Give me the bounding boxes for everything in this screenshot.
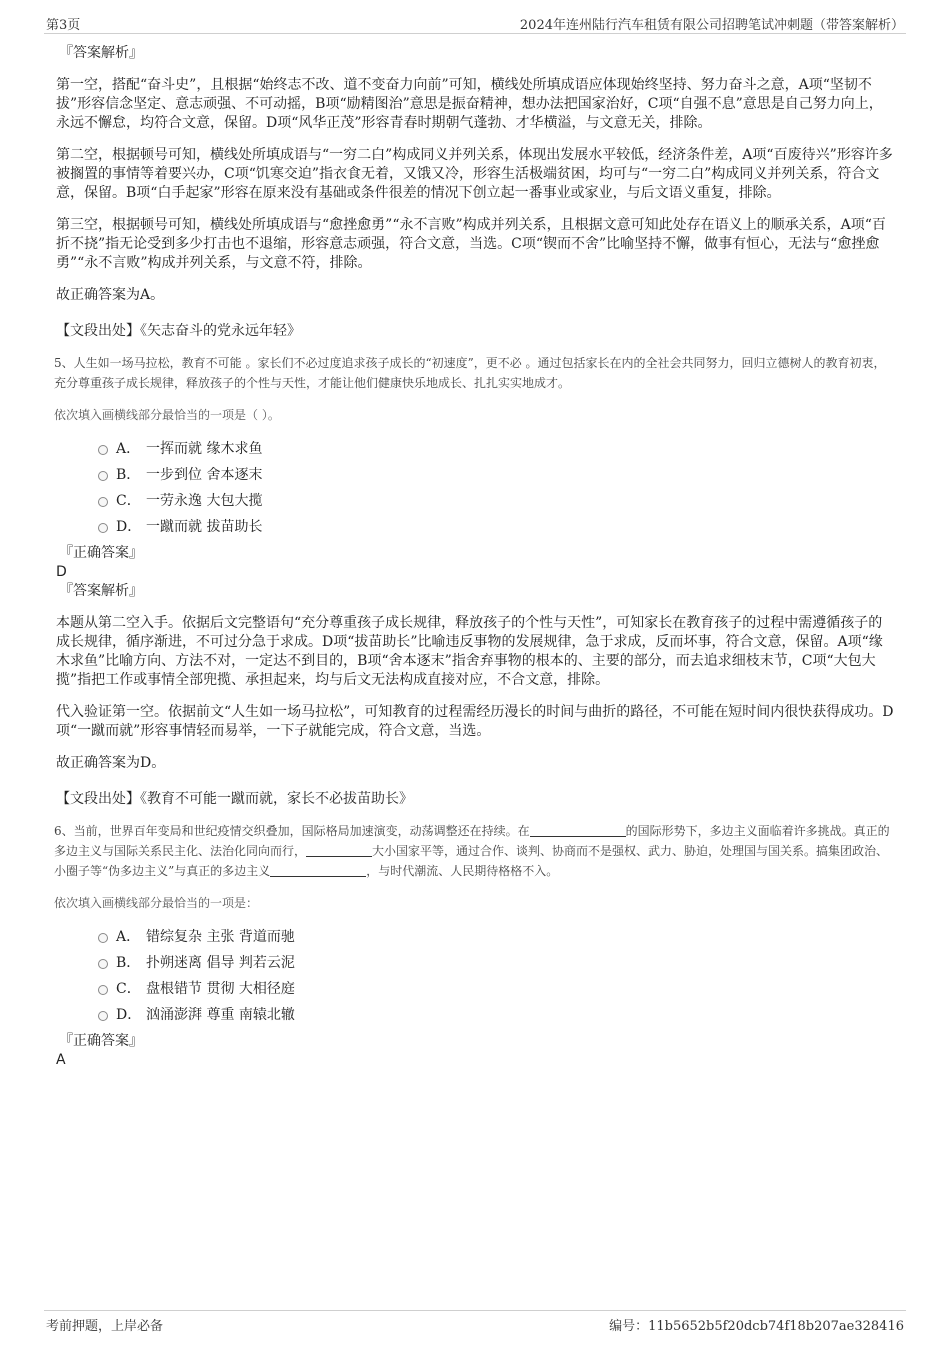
source-label: 【文段出处】	[56, 791, 140, 807]
option-d[interactable]: D． 一蹴而就 拔苗助长	[56, 514, 896, 540]
page-header	[44, 12, 906, 34]
radio-icon[interactable]	[98, 471, 108, 481]
correct-answer-label: 『正确答案』	[59, 1033, 143, 1049]
source-line	[56, 322, 896, 341]
blank-2	[306, 843, 372, 857]
radio-icon[interactable]	[98, 933, 108, 943]
correct-answer: D	[56, 564, 67, 580]
option-a[interactable]: A． 一挥而就 缘木求鱼	[56, 436, 896, 462]
document-title: 2024年连州陆行汽车租赁有限公司招聘笔试冲刺题（带答案解析）	[519, 18, 904, 33]
blank-3	[270, 863, 366, 877]
page-number: 第3页	[46, 18, 81, 33]
source-label: 【文段出处】	[56, 323, 140, 339]
analysis-paragraph: 本题从第二空入手。依据后文完整语句“充分尊重孩子成长规律，释放孩子的个性与天性”，可知家长在教育孩子的过程中需遵循孩子的成长规律，循序渐进，不可过分急于求成。D项“拔苗助长”比喻违反事物的发展规律，急于求成，反而坏事，符合文意，保留。A项“缘木求鱼”比喻方向、方法不对，一定达不到目的，B项“舍本逐末”指舍弃事物的根本的、主要的部分，而去追求细枝末节，C项“大包大揽”指把工作或事情全部兜揽、承担起来，均与后文无法构成直接对应，不合文意，排除。	[56, 615, 883, 688]
radio-icon[interactable]	[98, 523, 108, 533]
analysis-label: 『答案解析』	[59, 45, 143, 61]
option-list	[56, 924, 896, 1028]
option-b[interactable]: B． 扑朔迷离 倡导 判若云泥	[56, 950, 896, 976]
option-c[interactable]: C． 一劳永逸 大包大揽	[56, 488, 896, 514]
option-b[interactable]: B． 一步到位 舍本逐末	[56, 462, 896, 488]
source-line	[56, 790, 896, 809]
analysis-paragraph: 第一空，搭配“奋斗史”，且根据“始终志不改、道不变奋力向前”可知，横线处所填成语应体现始终坚持、努力奋斗之意，A项“坚韧不拔”形容信念坚定、意志顽强、不可动摇，B项“励精图治”意思是振奋精神，想办法把国家治好，C项“自强不息”意思是自己努力向上，永远不懈怠，均符合文意，保留。D项“风华正茂”形容青春时期朝气蓬勃、才华横溢，与文意无关，排除。	[56, 77, 883, 131]
correct-answer: A	[56, 1052, 66, 1068]
document-body	[56, 44, 896, 1070]
option-a[interactable]: A． 错综复杂 主张 背道而驰	[56, 924, 896, 950]
analysis-paragraph: 第三空，根据顿号可知，横线处所填成语与“愈挫愈勇”“永不言败”构成并列关系，且根据文意可知此处存在语义上的顺承关系，A项“百折不挠”指无论受到多少打击也不退缩，形容意志顽强，符合文意，当选。C项“锲而不舍”比喻坚持不懈，做事有恒心，无法与“愈挫愈勇”“永不言败”构成并列关系，与文意不符，排除。	[56, 217, 886, 271]
footer-slogan: 考前押题，上岸必备	[46, 1319, 164, 1334]
question-instruction: 依次填入画横线部分最恰当的一项是（ ）。	[54, 408, 280, 422]
question-stem: 6、当前，世界百年变局和世纪疫情交织叠加，国际格局加速演变，动荡调整还在持续。在 的国际形势下，多边主义面临着许多挑战。真正的多边主义与国际关系民主化、法治化同向而行， 大小国家平等，通过合作、谈判、协商而不是强权、武力、胁迫，处理国与国关系。搞集团政治、小圈子等“伪多边主义”与真正的多边主义 ，与时代潮流、人民期待格格不入。	[54, 824, 890, 878]
option-d[interactable]: D． 汹涌澎湃 尊重 南辕北辙	[56, 1002, 896, 1028]
blank-1	[530, 823, 626, 837]
question-instruction: 依次填入画横线部分最恰当的一项是：	[54, 896, 259, 910]
analysis-paragraph: 第二空，根据顿号可知，横线处所填成语与“一穷二白”构成同义并列关系，体现出发展水平较低，经济条件差，A项“百废待兴”形容许多被搁置的事情等着要兴办，C项“饥寒交迫”指衣食无着，又饿又冷，形容生活极端贫困，均可与“一穷二白”构成同义并列关系，符合文意，保留。B项“白手起家”形容在原来没有基础或条件很差的情况下创立起一番事业或家业，与后文语义重复，排除。	[56, 147, 893, 201]
analysis-paragraph: 代入验证第一空。依据前文“人生如一场马拉松”，可知教育的过程需经历漫长的时间与曲折的路径，不可能在短时间内很快获得成功。D项“一蹴而就”形容事情轻而易举，一下子就能完成，符合文意，当选。	[56, 704, 894, 739]
radio-icon[interactable]	[98, 445, 108, 455]
page-footer	[44, 1310, 906, 1334]
radio-icon[interactable]	[98, 497, 108, 507]
radio-icon[interactable]	[98, 985, 108, 995]
radio-icon[interactable]	[98, 959, 108, 969]
source-title: 《矢志奋斗的党永远年轻》	[140, 323, 301, 339]
question-stem: 5、人生如一场马拉松，教育不可能 。家长们不必过度追求孩子成长的“初速度”，更不必 。通过包括家长在内的全社会共同努力，回归立德树人的教育初衷，充分尊重孩子成长规律，释放孩子的个性与天性，才能让他们健康快乐地成长、扎扎实实地成才。	[54, 356, 886, 390]
conclusion: 故正确答案为D。	[56, 755, 166, 771]
source-title: 《教育不可能一蹴而就，家长不必拔苗助长》	[140, 791, 413, 807]
document-id: 编号：11b5652b5f20dcb74f18b207ae328416	[609, 1319, 904, 1334]
correct-answer-label: 『正确答案』	[59, 545, 143, 561]
analysis-label: 『答案解析』	[59, 583, 143, 599]
radio-icon[interactable]	[98, 1011, 108, 1021]
conclusion: 故正确答案为A。	[56, 287, 165, 303]
option-c[interactable]: C． 盘根错节 贯彻 大相径庭	[56, 976, 896, 1002]
option-list	[56, 436, 896, 540]
